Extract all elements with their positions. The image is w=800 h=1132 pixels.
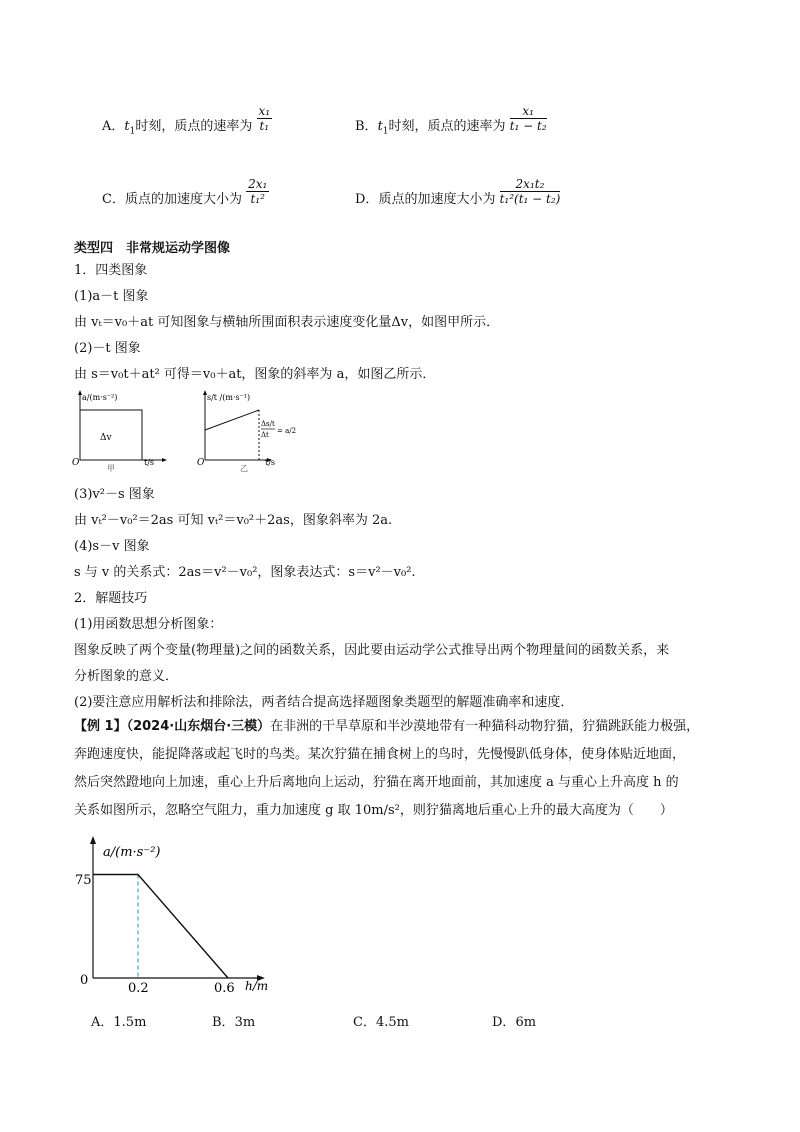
answer-a [91,1014,146,1032]
y-axis-label: a/(m·s⁻²) [103,845,161,860]
paragraph: 图象反映了两个变量(物理量)之间的函数关系，因此要由运动学公式推导出两个物理量间的函数关系，来 [74,643,670,658]
frac-num: x₁ [258,104,271,118]
x-label: t/s [265,458,276,467]
paragraph: 分析图象的意义． [74,669,179,684]
answer-b [212,1014,255,1032]
x-tick-0-6: 0.6 [214,981,235,996]
series-line [93,875,228,979]
x-axis-label: h/m [245,979,269,993]
option-a [102,104,272,141]
y-tick-75: 75 [75,873,92,888]
frac-den: t₁² [250,192,265,206]
answer-label: A． [91,1015,114,1030]
answer-value: 3m [234,1015,256,1030]
annot-num: Δs/t [261,420,275,428]
frac-num: 2x₁ [248,177,268,191]
paragraph: (2)要注意应用解析法和排除法，两者结合提高选择题图象类题型的解题准确率和速度． [74,695,574,710]
example-line-2: 奔跑速度快，能捉降落或起飞时的鸟类。某次狞猫在捕食树上的鸟时，先慢慢趴低身体，使身体贴近地面， [74,747,686,762]
fraction [257,104,273,133]
y-arrow [90,836,96,844]
slope-line [205,410,259,430]
caption-yi: 乙 [240,464,248,473]
frac-den: t₁ [259,119,270,133]
option-label: C． [102,192,125,207]
example-text: 在非洲的干旱草原和半沙漠地带有一种猫科动物狞猫，狞猫跳跃能力极强， [270,719,700,734]
origin-label: O [72,458,80,468]
var-t: t [377,119,383,134]
answer-label: C． [353,1015,376,1030]
fraction [246,177,269,206]
y-label: s/t /(m·s⁻¹) [207,393,251,402]
example-source: （2024·山东烟台·三模） [126,719,271,734]
option-d [355,177,561,214]
frac-den: t₁ − t₂ [509,119,547,133]
option-label: B． [355,119,378,134]
paragraph: 1．四类图象 [74,263,148,278]
area-label: Δv [100,433,112,443]
paragraph: (1)a－t 图象 [74,289,149,304]
answer-label: B． [212,1015,235,1030]
answer-value: 4.5m [375,1015,409,1030]
paragraph: (1)用函数思想分析图象： [74,617,223,632]
example-line-3: 然后突然蹬地向上加速，重心上升后离地向上运动，狞猫在离开地面前，其加速度 a 与重心上升高度 h 的 [74,775,679,790]
section-heading: 类型四 非常规运动学图像 [74,241,231,256]
sub: 1 [129,126,136,137]
sub: 1 [382,126,389,137]
option-text: 质点的加速度大小为 [378,192,496,207]
graph-yi [197,388,307,468]
x-tick-0-2: 0.2 [128,981,149,996]
annot-eq: = a/2 [277,427,297,435]
frac-den: t₁²(t₁ − t₂) [499,192,561,206]
option-text: 时刻，质点的速率为 [388,119,506,134]
fraction [500,177,561,206]
x-arrow [162,458,167,462]
caption-jia: 甲 [107,464,115,473]
option-c [102,177,269,214]
paragraph: (3)v²－s 图象 [74,487,155,502]
example-tag: 【例 1】 [74,719,127,734]
option-text: 时刻，质点的速率为 [135,119,253,134]
answer-value: 6m [515,1015,537,1030]
option-b [355,104,547,141]
answer-value: 1.5m [113,1015,147,1030]
answer-d [492,1014,536,1032]
answer-label: D． [492,1015,516,1030]
paragraph: 2．解题技巧 [74,591,148,606]
paragraph: 由 vₜ²－v₀²＝2as 可知 vₜ²＝v₀²＋2as，图象斜率为 2a. [74,513,393,528]
acceleration-height-chart [60,832,300,1002]
origin-label: O [197,458,205,468]
option-text: 质点的加速度大小为 [124,192,242,207]
option-label: D． [355,192,379,207]
paragraph: (4)s－v 图象 [74,539,150,554]
paragraph: 由 s＝v₀t＋at² 可得＝v₀＋at，图象的斜率为 a，如图乙所示． [74,367,436,382]
option-label: A． [102,119,125,134]
y-tick-0: 0 [80,973,89,988]
graph-jia [72,388,172,468]
paragraph: s 与 v 的关系式：2as＝v²－v₀²，图象表达式：s＝v²－v₀². [74,565,416,580]
frac-num: x₁ [510,104,547,119]
paragraph: (2)－t 图象 [74,341,141,356]
paragraph: 由 vₜ＝v₀＋at 可知图象与横轴所围面积表示速度变化量Δv，如图甲所示． [74,315,500,330]
var-t: t [124,119,130,134]
answer-c [353,1014,409,1032]
annot-den: Δt [261,431,269,439]
fraction [510,104,547,133]
x-label: t/s [144,458,155,467]
frac-num: 2x₁t₂ [500,177,561,192]
example-line-4: 关系如图所示，忽略空气阻力，重力加速度 g 取 10m/s²，则狞猫离地后重心上升的最大高度为（ ） [74,803,673,818]
y-label: a/(m·s⁻²) [82,393,118,402]
example-line-1 [74,718,699,736]
